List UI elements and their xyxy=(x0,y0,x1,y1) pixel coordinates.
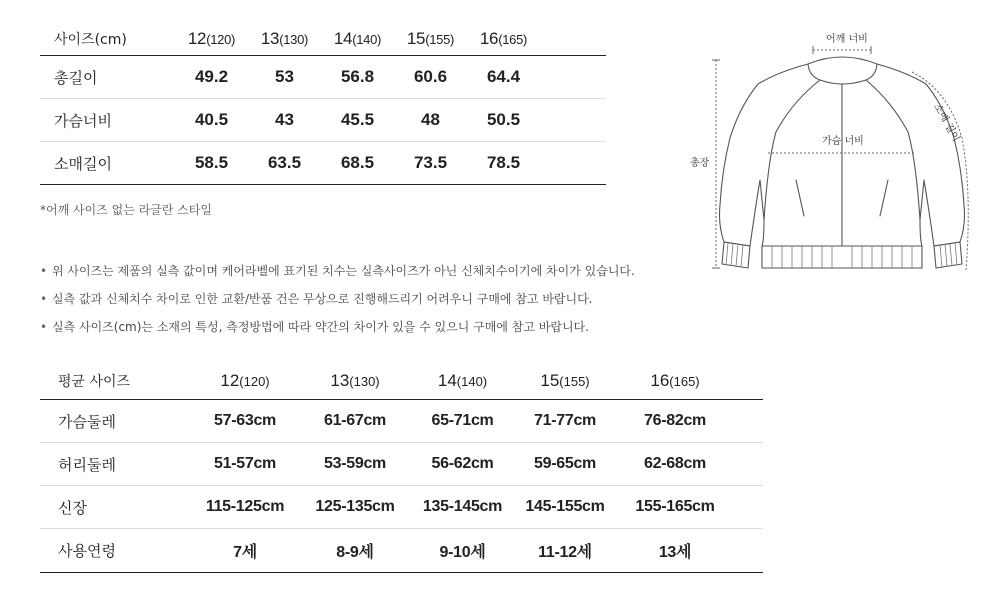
average-size-table xyxy=(40,362,763,573)
size-header-13 xyxy=(248,29,321,49)
sleeve-length-label: 소매 길이 xyxy=(931,102,962,144)
table-cell: 40.5 xyxy=(194,110,229,129)
bullet-icon: • xyxy=(40,292,48,306)
notice-text: 실측 사이즈(cm)는 소재의 특성, 측정방법에 따라 약간의 차이가 있을 수 있으니 구매에 참고 바랍니다. xyxy=(52,320,589,334)
table-cell: 65-71cm xyxy=(431,412,494,429)
size-sub: (165) xyxy=(669,373,700,389)
table-cell: 78.5 xyxy=(486,153,521,172)
size-sub: (120) xyxy=(206,31,236,47)
table-cell: 51-57cm xyxy=(214,455,276,472)
table-cell: 135-145cm xyxy=(422,498,503,515)
table-cell: 49.2 xyxy=(194,67,229,86)
table-cell: 43 xyxy=(275,110,294,129)
size-main: 16 xyxy=(479,28,499,48)
shoulder-width-label: 어깨 너비 xyxy=(826,34,868,45)
notice-item xyxy=(40,290,635,318)
size-main: 15 xyxy=(406,28,426,48)
row-label: 총길이 xyxy=(54,68,98,87)
size-main: 12 xyxy=(220,370,240,390)
jacket-measure-diagram xyxy=(680,20,990,280)
table-cell: 11-12세 xyxy=(538,544,592,561)
size-header-16 xyxy=(467,29,540,49)
bullet-icon: • xyxy=(40,320,48,334)
table-cell: 7세 xyxy=(233,544,257,561)
avg-table-header xyxy=(40,362,763,400)
table-cell: 8-9세 xyxy=(336,544,374,561)
size-main: 16 xyxy=(650,370,670,390)
table-cell: 155-165cm xyxy=(635,498,715,515)
table-cell: 59-65cm xyxy=(534,455,596,472)
table-cell: 60.6 xyxy=(413,67,448,86)
row-label: 사용연령 xyxy=(58,542,116,560)
table-cell: 56-62cm xyxy=(431,455,494,472)
notice-item xyxy=(40,262,635,290)
table-cell: 57-63cm xyxy=(214,412,276,429)
size-main: 14 xyxy=(333,28,353,48)
table-cell: 9-10세 xyxy=(439,544,486,561)
size-sub: (155) xyxy=(559,373,590,389)
bullet-icon: • xyxy=(40,264,48,278)
row-label: 신장 xyxy=(58,498,87,517)
size-sub: (155) xyxy=(425,31,455,47)
table-cell: 73.5 xyxy=(413,153,448,172)
row-label: 가슴둘레 xyxy=(58,412,116,431)
size-header-14 xyxy=(321,29,394,49)
size-table-header-label: 사이즈(cm) xyxy=(54,31,127,48)
table-cell: 53-59cm xyxy=(324,455,386,472)
notice-text: 실측 값과 신체치수 차이로 인한 교환/반품 건은 무상으로 진행해드리기 어려우니 구매에 참고 바랍니다. xyxy=(52,292,593,306)
raglan-note: *어깨 사이즈 없는 라글란 스타일 xyxy=(40,203,212,217)
row-label: 가슴너비 xyxy=(54,111,112,130)
size-main: 15 xyxy=(540,370,560,390)
table-cell: 61-67cm xyxy=(324,412,386,429)
avg-size-header-12 xyxy=(190,371,300,391)
table-cell: 76-82cm xyxy=(644,412,706,429)
table-row-sleeve-length xyxy=(40,142,606,185)
size-main: 12 xyxy=(187,28,207,48)
size-main: 14 xyxy=(437,370,457,390)
chest-width-label: 가슴 너비 xyxy=(822,136,864,147)
table-cell: 68.5 xyxy=(340,153,375,172)
table-row-total-length xyxy=(40,56,606,99)
table-row-waist-circumference xyxy=(40,443,763,486)
table-cell: 48 xyxy=(421,110,440,129)
table-cell: 63.5 xyxy=(267,153,302,172)
table-cell: 58.5 xyxy=(194,153,229,172)
table-cell: 115-125cm xyxy=(205,498,285,515)
size-sub: (130) xyxy=(349,373,380,389)
avg-size-header-14 xyxy=(410,371,515,391)
notice-item xyxy=(40,318,635,346)
table-cell: 53 xyxy=(275,67,294,86)
size-table xyxy=(40,22,606,185)
table-cell: 13세 xyxy=(658,544,692,561)
avg-size-header-15 xyxy=(515,371,615,391)
total-length-label: 총장 xyxy=(690,158,710,169)
table-cell: 50.5 xyxy=(486,110,521,129)
size-sub: (130) xyxy=(279,31,309,47)
notice-text: 위 사이즈는 제품의 실측 값이며 케어라벨에 표기된 치수는 실측사이즈가 아닌 신체치수이기에 차이가 있습니다. xyxy=(52,264,635,278)
table-cell: 56.8 xyxy=(340,67,375,86)
table-row-chest-circumference xyxy=(40,400,763,443)
table-cell: 62-68cm xyxy=(644,455,706,472)
table-row-height xyxy=(40,486,763,529)
size-header-15 xyxy=(394,29,467,49)
table-cell: 64.4 xyxy=(486,67,521,86)
size-main: 13 xyxy=(330,370,350,390)
table-row-age xyxy=(40,529,763,573)
size-main: 13 xyxy=(260,28,280,48)
table-cell: 125-135cm xyxy=(315,498,395,515)
table-cell: 71-77cm xyxy=(534,412,596,429)
avg-size-header-13 xyxy=(300,371,410,391)
size-header-12 xyxy=(175,29,248,49)
row-label: 소매길이 xyxy=(54,154,112,173)
table-cell: 45.5 xyxy=(340,110,375,129)
size-sub: (140) xyxy=(456,373,488,389)
size-sub: (120) xyxy=(239,373,270,389)
row-label: 허리둘레 xyxy=(58,455,116,474)
avg-size-header-16 xyxy=(615,371,735,391)
jacket-illustration xyxy=(680,20,990,280)
size-sub: (140) xyxy=(352,31,382,47)
table-row-chest-width xyxy=(40,99,606,142)
size-sub: (165) xyxy=(498,31,528,47)
avg-table-header-label: 평균 사이즈 xyxy=(58,373,131,390)
table-cell: 145-155cm xyxy=(525,498,605,515)
size-table-header xyxy=(40,22,606,56)
notice-list xyxy=(40,262,635,346)
